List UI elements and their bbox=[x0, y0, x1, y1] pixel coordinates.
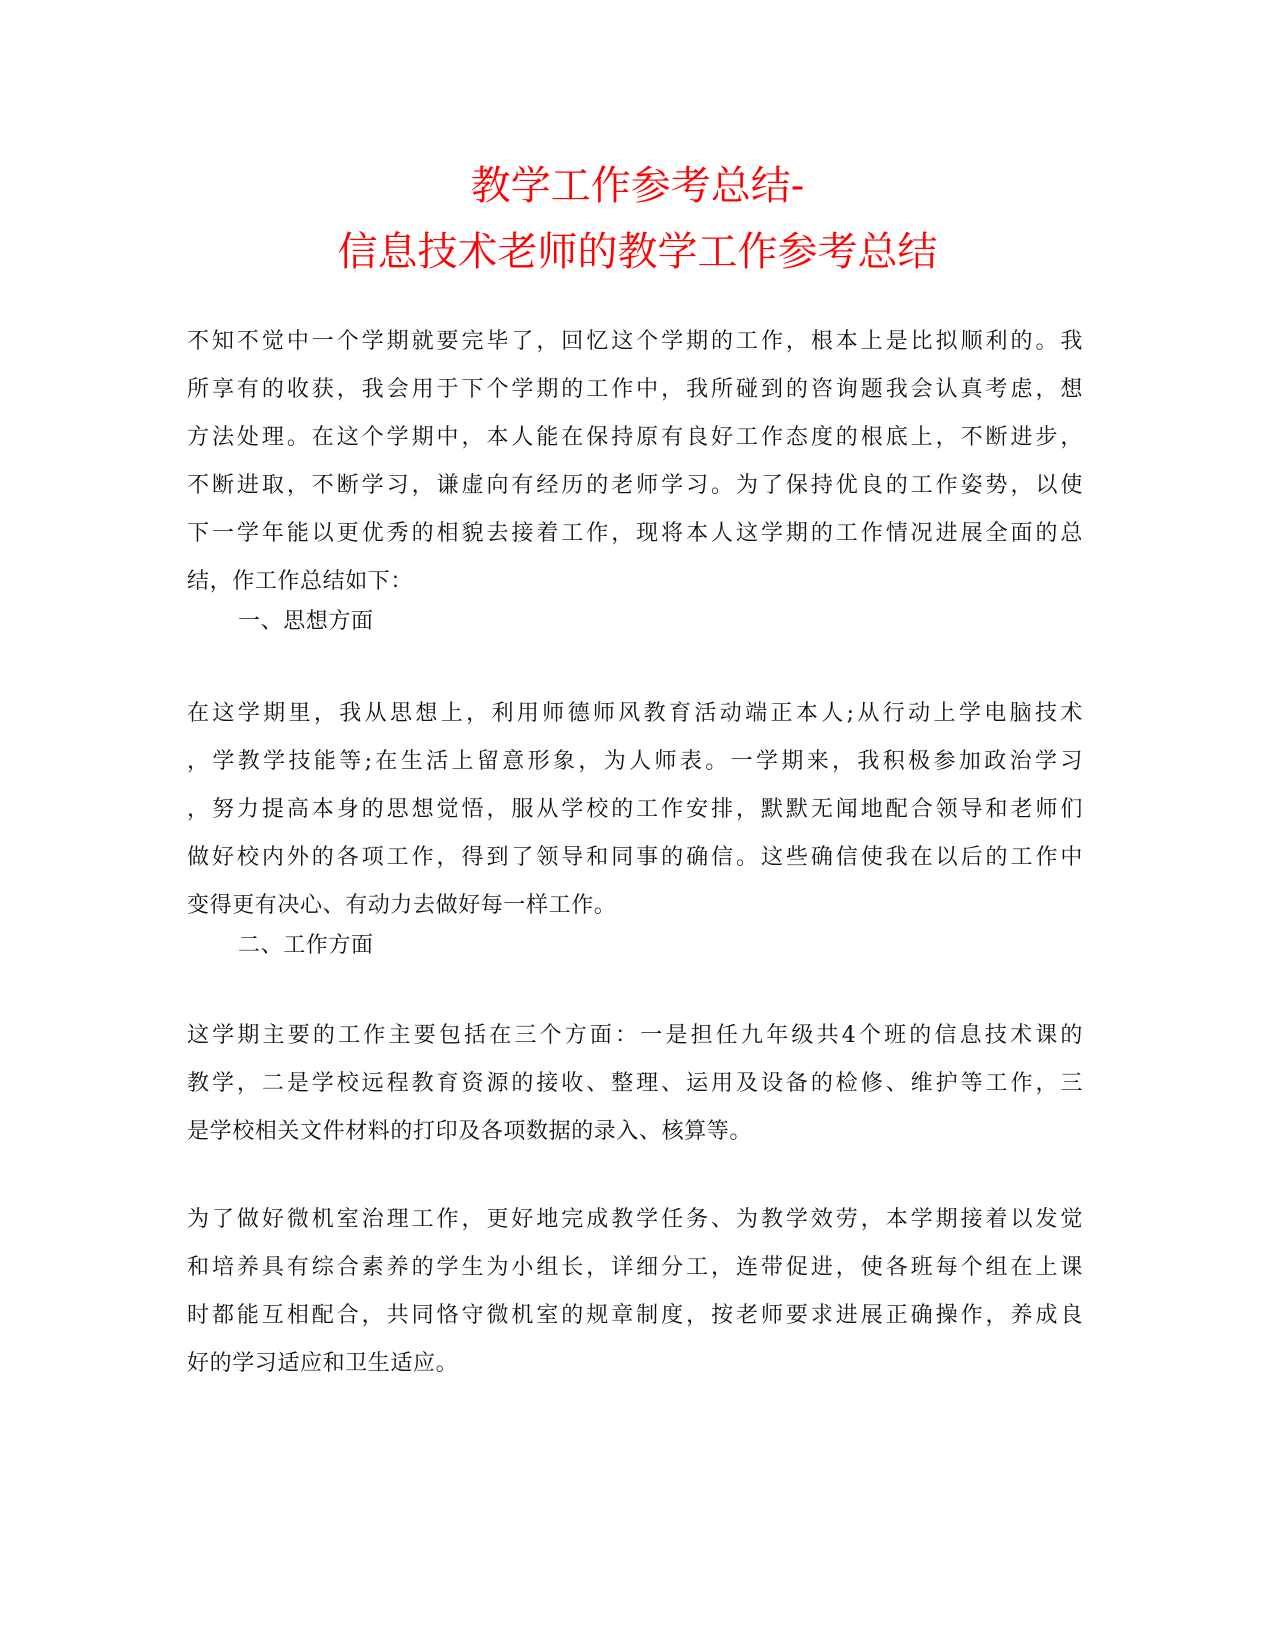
paragraph-line: ，努力提高本身的思想觉悟，服从学校的工作安排，默默无闻地配合领导和老师们 bbox=[187, 797, 1083, 822]
paragraph-line: 这学期主要的工作主要包括在三个方面：一是担任九年级共4个班的信息技术课的 bbox=[187, 1023, 1083, 1048]
paragraph-line: 变得更有决心、有动力去做好每一样工作。 bbox=[187, 893, 617, 918]
paragraph-line: 是学校相关文件材料的打印及各项数据的录入、核算等。 bbox=[187, 1119, 753, 1144]
paragraph-line: 时都能互相配合，共同恪守微机室的规章制度，按老师要求进展正确操作，养成良 bbox=[187, 1303, 1083, 1328]
paragraph-line: 做好校内外的各项工作，得到了领导和同事的确信。这些确信使我在以后的工作中 bbox=[187, 845, 1083, 870]
paragraph-line: 不知不觉中一个学期就要完毕了，回忆这个学期的工作，根本上是比拟顺利的。我 bbox=[187, 329, 1083, 354]
paragraph-line: ，学教学技能等;在生活上留意形象，为人师表。一学期来，我积极参加政治学习 bbox=[187, 749, 1083, 774]
section-heading-work: 二、工作方面 bbox=[238, 933, 374, 958]
paragraph-line: 好的学习适应和卫生适应。 bbox=[187, 1351, 459, 1376]
paragraph-line: 方法处理。在这个学期中，本人能在保持原有良好工作态度的根底上，不断进步， bbox=[187, 425, 1083, 450]
paragraph-line: 不断进取，不断学习，谦虚向有经历的老师学习。为了保持优良的工作姿势，以使 bbox=[187, 473, 1083, 498]
paragraph-line: 和培养具有综合素养的学生为小组长，详细分工，连带促进，使各班每个组在上课 bbox=[187, 1255, 1083, 1280]
paragraph-line: 下一学年能以更优秀的相貌去接着工作，现将本人这学期的工作情况进展全面的总 bbox=[187, 521, 1083, 546]
document-title-line-2: 信息技术老师的教学工作参考总结 bbox=[337, 229, 938, 275]
paragraph-line: 为了做好微机室治理工作，更好地完成教学任务、为教学效劳，本学期接着以发觉 bbox=[187, 1207, 1083, 1232]
document-title-line-1: 教学工作参考总结- bbox=[470, 163, 805, 209]
section-work-paragraph bbox=[187, 1012, 1083, 1156]
section-thought-paragraph bbox=[187, 690, 1083, 930]
intro-paragraph bbox=[187, 318, 1083, 606]
section-heading-thought: 一、思想方面 bbox=[238, 609, 374, 634]
paragraph-line: 在这学期里，我从思想上，利用师德师风教育活动端正本人;从行动上学电脑技术 bbox=[187, 701, 1083, 726]
paragraph-line: 结，作工作总结如下： bbox=[187, 569, 414, 594]
paragraph-line: 所享有的收获，我会用于下个学期的工作中，我所碰到的咨询题我会认真考虑，想 bbox=[187, 377, 1083, 402]
paragraph-line: 教学，二是学校远程教育资源的接收、整理、运用及设备的检修、维护等工作，三 bbox=[187, 1071, 1083, 1096]
section-lab-paragraph bbox=[187, 1196, 1083, 1388]
